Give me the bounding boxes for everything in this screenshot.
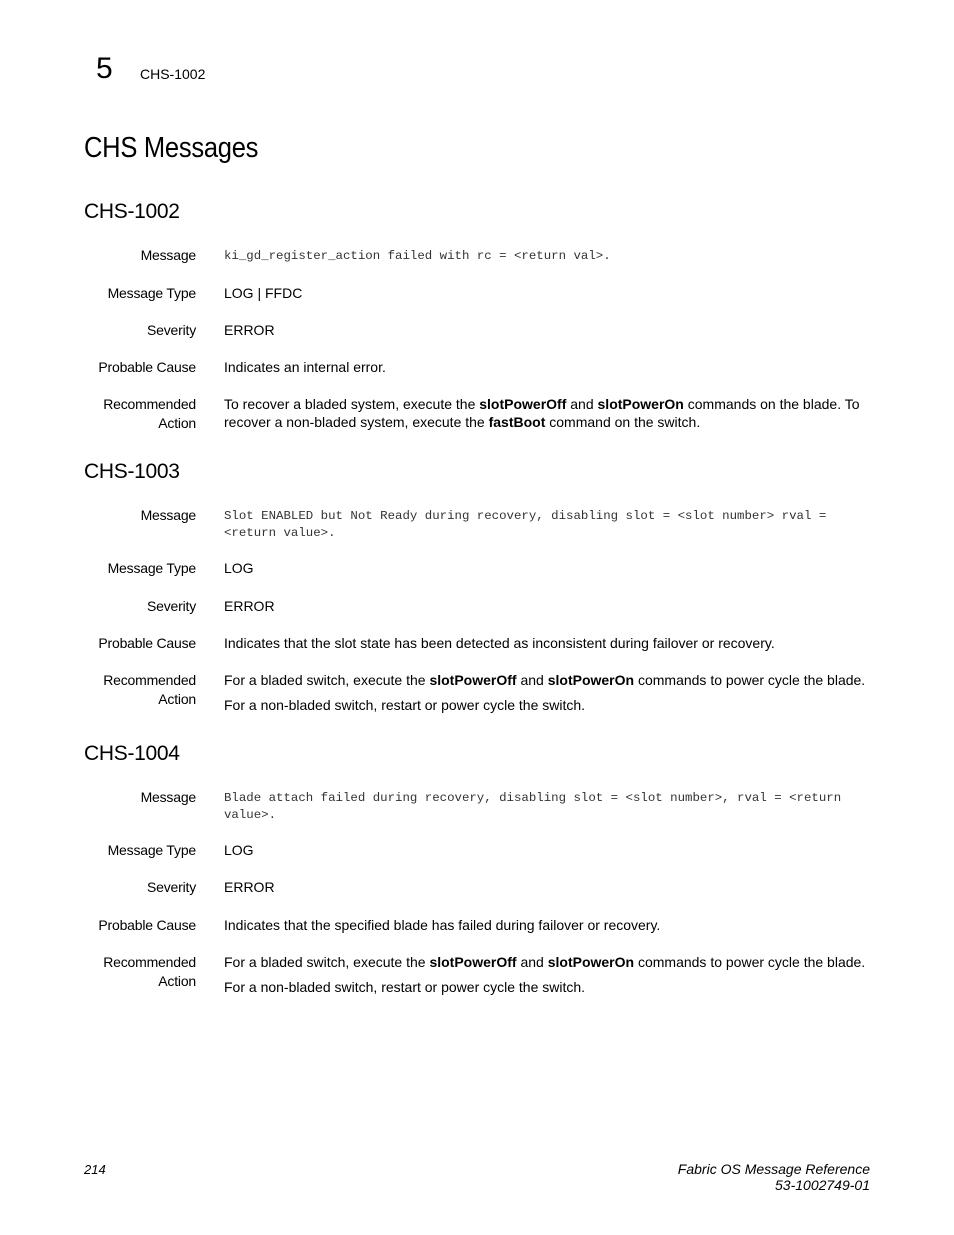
probable-cause-value: Indicates that the specified blade has failed during failover or recovery. [224, 917, 661, 933]
message-label: Message [140, 507, 196, 523]
command-name: slotPowerOff [479, 396, 567, 412]
recommended-action-line2: For a non-bladed switch, restart or power cycle the switch. [224, 697, 586, 713]
action-text: commands on the blade. To recover a non-bladed system, execute the [224, 396, 860, 430]
message-type-label: Message Type [107, 560, 196, 576]
recommended-action-value [224, 671, 874, 689]
message-type-label: Message Type [107, 842, 196, 858]
action-text: and [516, 954, 548, 970]
severity-value: ERROR [224, 598, 275, 614]
page-number: 214 [84, 1162, 106, 1177]
recommended-action-label [46, 671, 196, 709]
section-title-chs-1004: CHS-1004 [84, 742, 180, 765]
message-label: Message [140, 247, 196, 263]
severity-label: Severity [147, 879, 196, 895]
command-name: slotPowerOff [429, 672, 517, 688]
message-text: Blade attach failed during recovery, disabling slot = <slot number>, rval = <return value>. [224, 791, 842, 822]
message-text: ki_gd_register_action failed with rc = <return val>. [224, 249, 611, 263]
probable-cause-label: Probable Cause [98, 917, 196, 933]
severity-value: ERROR [224, 879, 275, 895]
footer-book-info [678, 1161, 870, 1193]
command-name: slotPowerOn [597, 396, 684, 412]
recommended-label-line2: Action [158, 691, 196, 707]
book-title: Fabric OS Message Reference [677, 1161, 870, 1177]
section-title-chs-1002: CHS-1002 [84, 200, 180, 223]
command-name: fastBoot [488, 414, 546, 430]
doc-number: 53-1002749-01 [775, 1177, 870, 1193]
action-text: command on the switch. [545, 414, 701, 430]
recommended-label-line1: Recommended [103, 396, 196, 412]
probable-cause-value: Indicates an internal error. [224, 359, 386, 375]
action-text: commands to power cycle the blade. [634, 672, 866, 688]
severity-value: ERROR [224, 322, 275, 338]
running-header: CHS-1002 [140, 66, 206, 82]
recommended-label-line1: Recommended [103, 954, 196, 970]
message-text: Slot ENABLED but Not Ready during recovery, disabling slot = <slot number> rval = <return value>. [224, 509, 827, 540]
recommended-label-line1: Recommended [103, 672, 196, 688]
message-type-value: LOG | FFDC [224, 285, 303, 301]
action-text: To recover a bladed system, execute the [224, 396, 480, 412]
recommended-action-label [46, 395, 196, 433]
command-name: slotPowerOff [429, 954, 517, 970]
probable-cause-label: Probable Cause [98, 635, 196, 651]
section-title-chs-1003: CHS-1003 [84, 460, 180, 483]
severity-label: Severity [147, 322, 196, 338]
probable-cause-value: Indicates that the slot state has been detected as inconsistent during failover or recovery. [224, 635, 775, 651]
action-text: For a bladed switch, execute the [224, 672, 430, 688]
recommended-action-value [224, 395, 874, 431]
message-type-value: LOG [224, 842, 254, 858]
command-name: slotPowerOn [547, 672, 635, 688]
command-name: slotPowerOn [547, 954, 635, 970]
probable-cause-label: Probable Cause [98, 359, 196, 375]
chapter-number: 5 [96, 52, 113, 85]
action-text: and [566, 396, 598, 412]
message-label: Message [140, 789, 196, 805]
severity-label: Severity [147, 598, 196, 614]
action-text: commands to power cycle the blade. [634, 954, 866, 970]
action-text: For a bladed switch, execute the [224, 954, 430, 970]
recommended-label-line2: Action [158, 415, 196, 431]
recommended-action-line2: For a non-bladed switch, restart or power cycle the switch. [224, 979, 586, 995]
recommended-action-label [46, 953, 196, 991]
message-type-value: LOG [224, 560, 254, 576]
page-title: CHS Messages [84, 132, 259, 164]
action-text: and [516, 672, 548, 688]
message-type-label: Message Type [107, 285, 196, 301]
recommended-action-value [224, 953, 874, 971]
recommended-label-line2: Action [158, 973, 196, 989]
